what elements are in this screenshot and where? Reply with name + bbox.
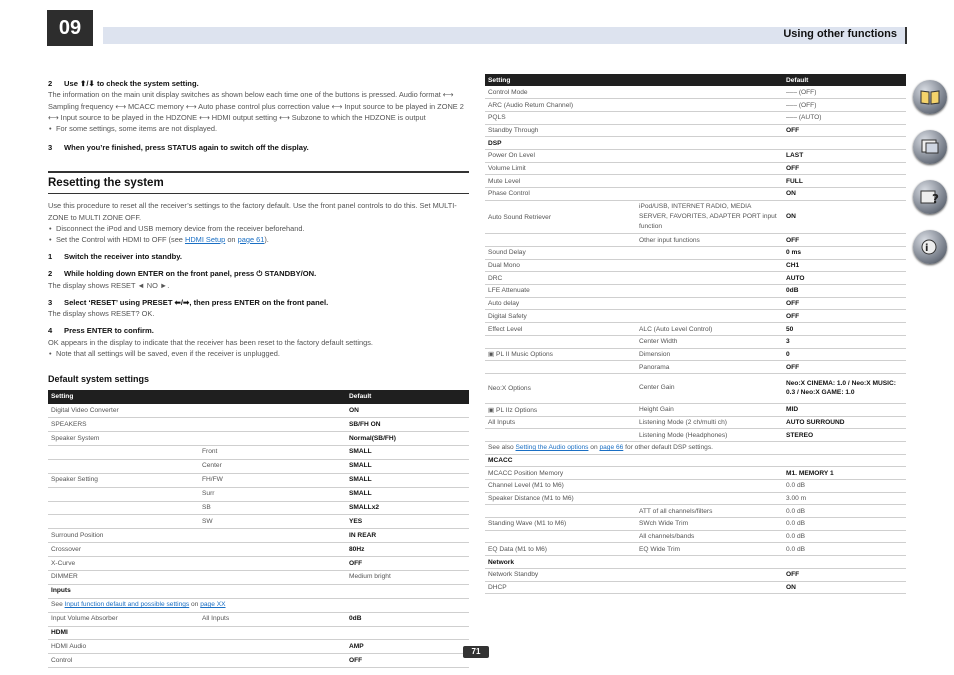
cell-default: OFF [783, 568, 906, 581]
cell-default: OFF [783, 234, 906, 247]
table-row [48, 529, 469, 543]
cell-setting [485, 530, 636, 543]
cell-setting [48, 501, 199, 515]
default-settings-table-right [485, 74, 906, 594]
cell-setting: Power On Level [485, 149, 636, 162]
reset-step-2: 2 While holding down ENTER on the front panel, press ⏻ STANDBY/ON. [48, 269, 317, 279]
cell-default: SB/FH ON [346, 418, 469, 432]
table-row [485, 335, 906, 348]
cell-default: ON [783, 200, 906, 234]
table-row [48, 557, 469, 571]
table-row [485, 373, 906, 403]
table-row [485, 99, 906, 112]
table-row [48, 501, 469, 515]
cell-default: 50 [783, 323, 906, 336]
cell-setting: DRC [485, 272, 636, 285]
cell-default: AUTO SURROUND [783, 416, 906, 429]
cell-setting [485, 234, 636, 247]
note-cell: See also Setting the Audio options on page 66 for other default DSP settings. [485, 441, 906, 454]
settings-icon[interactable] [913, 130, 947, 164]
cell-default: ON [346, 404, 469, 417]
group-label: Network [485, 556, 906, 569]
cell-subsetting: SB [199, 501, 346, 515]
cell-setting: Surround Position [48, 529, 199, 543]
reset-step-3-sub: The display shows RESET? OK. [48, 309, 155, 319]
col-header-default: Default [346, 390, 469, 404]
step-3-heading: 3 When you’re finished, press STATUS again to switch off the display. [48, 142, 309, 152]
cell-subsetting [199, 640, 346, 654]
table-row [485, 530, 906, 543]
cell-default: 3.00 m [783, 492, 906, 505]
table-row [48, 515, 469, 529]
book-icon[interactable] [913, 80, 947, 114]
table-row [485, 348, 906, 361]
reset-step-1: 1 Switch the receiver into standby. [48, 251, 183, 261]
reset-step-2-sub: The display shows RESET ◄ NO ►. [48, 280, 170, 290]
header-title: Using other functions [783, 28, 897, 40]
col-header-setting: Setting [48, 390, 346, 404]
cell-setting [48, 445, 199, 459]
cell-subsetting [636, 188, 783, 201]
cell-default: ––– (OFF) [783, 99, 906, 112]
reset-intro: Use this procedure to reset all the receiver’s settings to the factory default. Use the front panel controls to do this. Set MULTI-ZONE to MULTI ZONE OFF. [48, 201, 457, 222]
table-group-row [485, 454, 906, 467]
cell-setting: Speaker Setting [48, 473, 199, 487]
cell-setting: Mute Level [485, 175, 636, 188]
table-row [485, 467, 906, 480]
cell-setting: ▣ PL II Music Options [485, 348, 636, 361]
cell-default: YES [346, 515, 469, 529]
cell-setting: DHCP [485, 581, 636, 594]
cell-default: CH1 [783, 259, 906, 272]
cell-setting: Control [48, 654, 199, 668]
page-link[interactable]: page XX [200, 601, 226, 609]
cell-subsetting [636, 285, 783, 298]
cell-default: OFF [346, 557, 469, 571]
default-settings-table-left [48, 390, 469, 668]
cell-subsetting [636, 568, 783, 581]
cell-default: 0.0 dB [783, 543, 906, 556]
cell-subsetting [636, 480, 783, 493]
cell-default: AUTO [783, 272, 906, 285]
cell-setting: HDMI Audio [48, 640, 199, 654]
table-row [48, 404, 469, 417]
note-cell: See Input function default and possible settings on page XX [48, 598, 469, 612]
page-link[interactable]: page 66 [599, 444, 624, 452]
cell-subsetting [199, 529, 346, 543]
cell-setting: Sound Delay [485, 247, 636, 260]
cell-subsetting [636, 467, 783, 480]
table-row [485, 124, 906, 137]
table-group-row [485, 137, 906, 150]
table-row [485, 272, 906, 285]
cell-default: 0 ms [783, 247, 906, 260]
cell-setting: Crossover [48, 543, 199, 557]
cell-setting [485, 505, 636, 518]
group-label: DSP [485, 137, 906, 150]
cell-default: M1. MEMORY 1 [783, 467, 906, 480]
cell-default: STEREO [783, 429, 906, 442]
cell-subsetting: EQ Wide Trim [636, 543, 783, 556]
reset-step-4-sub: OK appears in the display to indicate that the receiver has been reset to the factory default settings. [48, 337, 373, 347]
cell-setting: MCACC Position Memory [485, 467, 636, 480]
cell-subsetting [636, 149, 783, 162]
cell-default: OFF [783, 361, 906, 374]
cell-default: LAST [783, 149, 906, 162]
cell-setting: Phase Control [485, 188, 636, 201]
cell-default: AMP [346, 640, 469, 654]
cell-setting [48, 515, 199, 529]
cell-default: OFF [783, 124, 906, 137]
cell-setting: LFE Attenuate [485, 285, 636, 298]
cell-setting [485, 429, 636, 442]
table-row [48, 432, 469, 446]
cell-setting: DIMMER [48, 570, 199, 584]
cross-reference-link[interactable]: Input function default and possible settings [64, 601, 190, 609]
cell-setting [485, 361, 636, 374]
table-row [485, 86, 906, 99]
group-label: MCACC [485, 454, 906, 467]
cell-setting: Standing Wave (M1 to M6) [485, 518, 636, 531]
table-row [485, 323, 906, 336]
svg-text:?: ? [932, 192, 939, 206]
cell-setting: Input Volume Absorber [48, 612, 199, 626]
cell-subsetting: Other input functions [636, 234, 783, 247]
group-label: HDMI [48, 626, 469, 640]
table-row [48, 487, 469, 501]
cell-default: ––– (OFF) [783, 86, 906, 99]
table-row [485, 543, 906, 556]
cell-setting: Speaker System [48, 432, 199, 446]
cell-subsetting: FH/FW [199, 473, 346, 487]
hdmi-setup-link[interactable]: HDMI Setup [184, 234, 226, 244]
cell-setting: ▣ PL IIz Options [485, 403, 636, 416]
cell-default: OFF [783, 310, 906, 323]
cell-subsetting [199, 543, 346, 557]
reset-bullet-1: • Disconnect the iPod and USB memory device from the receiver beforehand. [48, 223, 469, 234]
reset-section-title: Resetting the system [48, 171, 469, 194]
cell-subsetting [636, 272, 783, 285]
cell-default: OFF [346, 654, 469, 668]
table-row [485, 403, 906, 416]
cell-subsetting [636, 259, 783, 272]
cell-subsetting: Dimension [636, 348, 783, 361]
cell-subsetting [636, 86, 783, 99]
cell-subsetting: Surr [199, 487, 346, 501]
cell-subsetting [636, 581, 783, 594]
cell-subsetting [199, 432, 346, 446]
cell-default: 0.0 dB [783, 530, 906, 543]
page-61-link[interactable]: page 61 [237, 234, 265, 244]
cell-subsetting [199, 418, 346, 432]
cell-setting: X-Curve [48, 557, 199, 571]
svg-text:i: i [925, 243, 929, 254]
cell-default: Normal(SB/FH) [346, 432, 469, 446]
table-row [485, 234, 906, 247]
cross-reference-link[interactable]: Setting the Audio options [515, 444, 589, 452]
table-note-row [485, 441, 906, 454]
cell-subsetting: Listening Mode (2 ch/multi ch) [636, 416, 783, 429]
chapter-number: 09 [47, 10, 93, 46]
cell-setting: ARC (Audio Return Channel) [485, 99, 636, 112]
table-row [485, 297, 906, 310]
cell-setting: Dual Mono [485, 259, 636, 272]
table-row [485, 310, 906, 323]
cell-subsetting [636, 99, 783, 112]
table-row [485, 429, 906, 442]
cell-subsetting: Center Gain [636, 373, 783, 403]
table-row [485, 285, 906, 298]
table-row [48, 473, 469, 487]
cell-default: MID [783, 403, 906, 416]
table-row [485, 492, 906, 505]
cell-default: SMALL [346, 473, 469, 487]
cell-default: SMALL [346, 487, 469, 501]
table-row [485, 162, 906, 175]
cell-subsetting: Height Gain [636, 403, 783, 416]
side-navigation [913, 80, 947, 280]
table-row [485, 247, 906, 260]
cell-subsetting [636, 175, 783, 188]
reset-step-4-bullet: • Note that all settings will be saved, even if the receiver is unplugged. [48, 348, 469, 359]
table-row [48, 640, 469, 654]
table-note-row [48, 598, 469, 612]
step-2-body: The information on the main unit display switches as shown below each time one of the buttons is pressed. Audio format ⟷ Sampling frequency ⟷ MCACC memory ⟷ Auto phase control plus correction value ⟷ Input source to be played in ZONE 2 ⟷ Input source to be played in the HDZONE ⟷ HDMI output setting ⟷ Subzone to which the HDZONE is output [48, 90, 464, 122]
cell-default: IN REAR [346, 529, 469, 543]
col-header-default: Default [783, 74, 906, 86]
table-row [485, 518, 906, 531]
default-settings-title: Default system settings [48, 373, 150, 384]
cell-subsetting: All Inputs [199, 612, 346, 626]
cell-default: 3 [783, 335, 906, 348]
table-row [485, 149, 906, 162]
left-column [48, 72, 469, 668]
cell-setting: Effect Level [485, 323, 636, 336]
cell-subsetting: All channels/bands [636, 530, 783, 543]
cell-setting: All Inputs [485, 416, 636, 429]
table-row [48, 612, 469, 626]
cell-default: 0dB [346, 612, 469, 626]
header-bar [103, 27, 907, 44]
cell-setting: Standby Through [485, 124, 636, 137]
cell-setting: Digital Safety [485, 310, 636, 323]
cell-subsetting [636, 111, 783, 124]
cell-subsetting: ATT of all channels/filters [636, 505, 783, 518]
cell-subsetting [636, 297, 783, 310]
table-row [485, 568, 906, 581]
cell-setting: Network Standby [485, 568, 636, 581]
table-group-row [48, 584, 469, 598]
step-2-bullet: • For some settings, some items are not displayed. [48, 123, 469, 134]
cell-subsetting: Center [199, 459, 346, 473]
cell-setting: Control Mode [485, 86, 636, 99]
cell-subsetting: Listening Mode (Headphones) [636, 429, 783, 442]
cell-default: Medium bright [346, 570, 469, 584]
cell-subsetting [636, 310, 783, 323]
cell-default: 0.0 dB [783, 518, 906, 531]
table-row [485, 200, 906, 234]
cell-default: Neo:X CINEMA: 1.0 / Neo:X MUSIC: 0.3 / Neo:X GAME: 1.0 [783, 373, 906, 403]
cell-setting: EQ Data (M1 to M6) [485, 543, 636, 556]
cell-setting: Volume Limit [485, 162, 636, 175]
cell-setting: PQLS [485, 111, 636, 124]
appendix-icon[interactable] [913, 230, 947, 264]
cell-subsetting [199, 570, 346, 584]
table-row [48, 445, 469, 459]
cell-default: 0dB [783, 285, 906, 298]
cell-subsetting: SWch Wide Trim [636, 518, 783, 531]
cell-setting [48, 487, 199, 501]
cell-subsetting: Center Width [636, 335, 783, 348]
table-group-row [485, 556, 906, 569]
cell-subsetting [636, 247, 783, 260]
cell-default: ––– (AUTO) [783, 111, 906, 124]
cell-setting [48, 459, 199, 473]
cell-default: OFF [783, 162, 906, 175]
cell-setting: SPEAKERS [48, 418, 199, 432]
table-row [485, 111, 906, 124]
cell-subsetting: iPod/USB, INTERNET RADIO, MEDIA SERVER, FAVORITES, ADAPTER PORT input function [636, 200, 783, 234]
cell-default: SMALL [346, 459, 469, 473]
table-row [485, 581, 906, 594]
table-row [485, 259, 906, 272]
cell-default: SMALL [346, 445, 469, 459]
cell-subsetting: SW [199, 515, 346, 529]
cell-subsetting: ALC (Auto Level Control) [636, 323, 783, 336]
cell-default: 0 [783, 348, 906, 361]
table-row [485, 416, 906, 429]
reset-step-4: 4 Press ENTER to confirm. [48, 326, 154, 336]
cell-default: ON [783, 581, 906, 594]
table-row [485, 361, 906, 374]
table-row [485, 175, 906, 188]
cell-subsetting [199, 654, 346, 668]
table-row [48, 570, 469, 584]
cell-subsetting: Front [199, 445, 346, 459]
faq-icon[interactable] [913, 180, 947, 214]
cell-subsetting [636, 492, 783, 505]
cell-setting: Neo:X Options [485, 373, 636, 403]
cell-setting: Channel Level (M1 to M6) [485, 480, 636, 493]
table-row [48, 418, 469, 432]
right-column [485, 74, 906, 594]
table-row [48, 543, 469, 557]
table-row [485, 480, 906, 493]
page-number: 71 [463, 646, 489, 658]
table-row [48, 654, 469, 668]
cell-subsetting: Panorama [636, 361, 783, 374]
group-label: Inputs [48, 584, 469, 598]
table-row [48, 459, 469, 473]
cell-default: FULL [783, 175, 906, 188]
cell-default: SMALLx2 [346, 501, 469, 515]
cell-setting: Auto delay [485, 297, 636, 310]
cell-default: 80Hz [346, 543, 469, 557]
cell-subsetting [199, 557, 346, 571]
cell-default: 0.0 dB [783, 505, 906, 518]
cell-setting: Digital Video Converter [48, 404, 199, 417]
reset-bullet-2: • Set the Control with HDMI to OFF (see HDMI Setup on page 61). [48, 234, 469, 245]
cell-setting [485, 335, 636, 348]
cell-default: OFF [783, 297, 906, 310]
cell-setting: Speaker Distance (M1 to M6) [485, 492, 636, 505]
table-group-row [48, 626, 469, 640]
col-header-setting: Setting [485, 74, 783, 86]
cell-subsetting [199, 404, 346, 417]
cell-subsetting [636, 162, 783, 175]
reset-step-3: 3 Select ‘RESET’ using PRESET ⬅/➡, then press ENTER on the front panel. [48, 297, 329, 307]
table-row [485, 505, 906, 518]
cell-default: 0.0 dB [783, 480, 906, 493]
step-2-heading: 2 Use ⬆/⬇ to check the system setting. [48, 79, 199, 88]
table-row [485, 188, 906, 201]
cell-default: ON [783, 188, 906, 201]
cell-setting: Auto Sound Retriever [485, 200, 636, 234]
cell-subsetting [636, 124, 783, 137]
